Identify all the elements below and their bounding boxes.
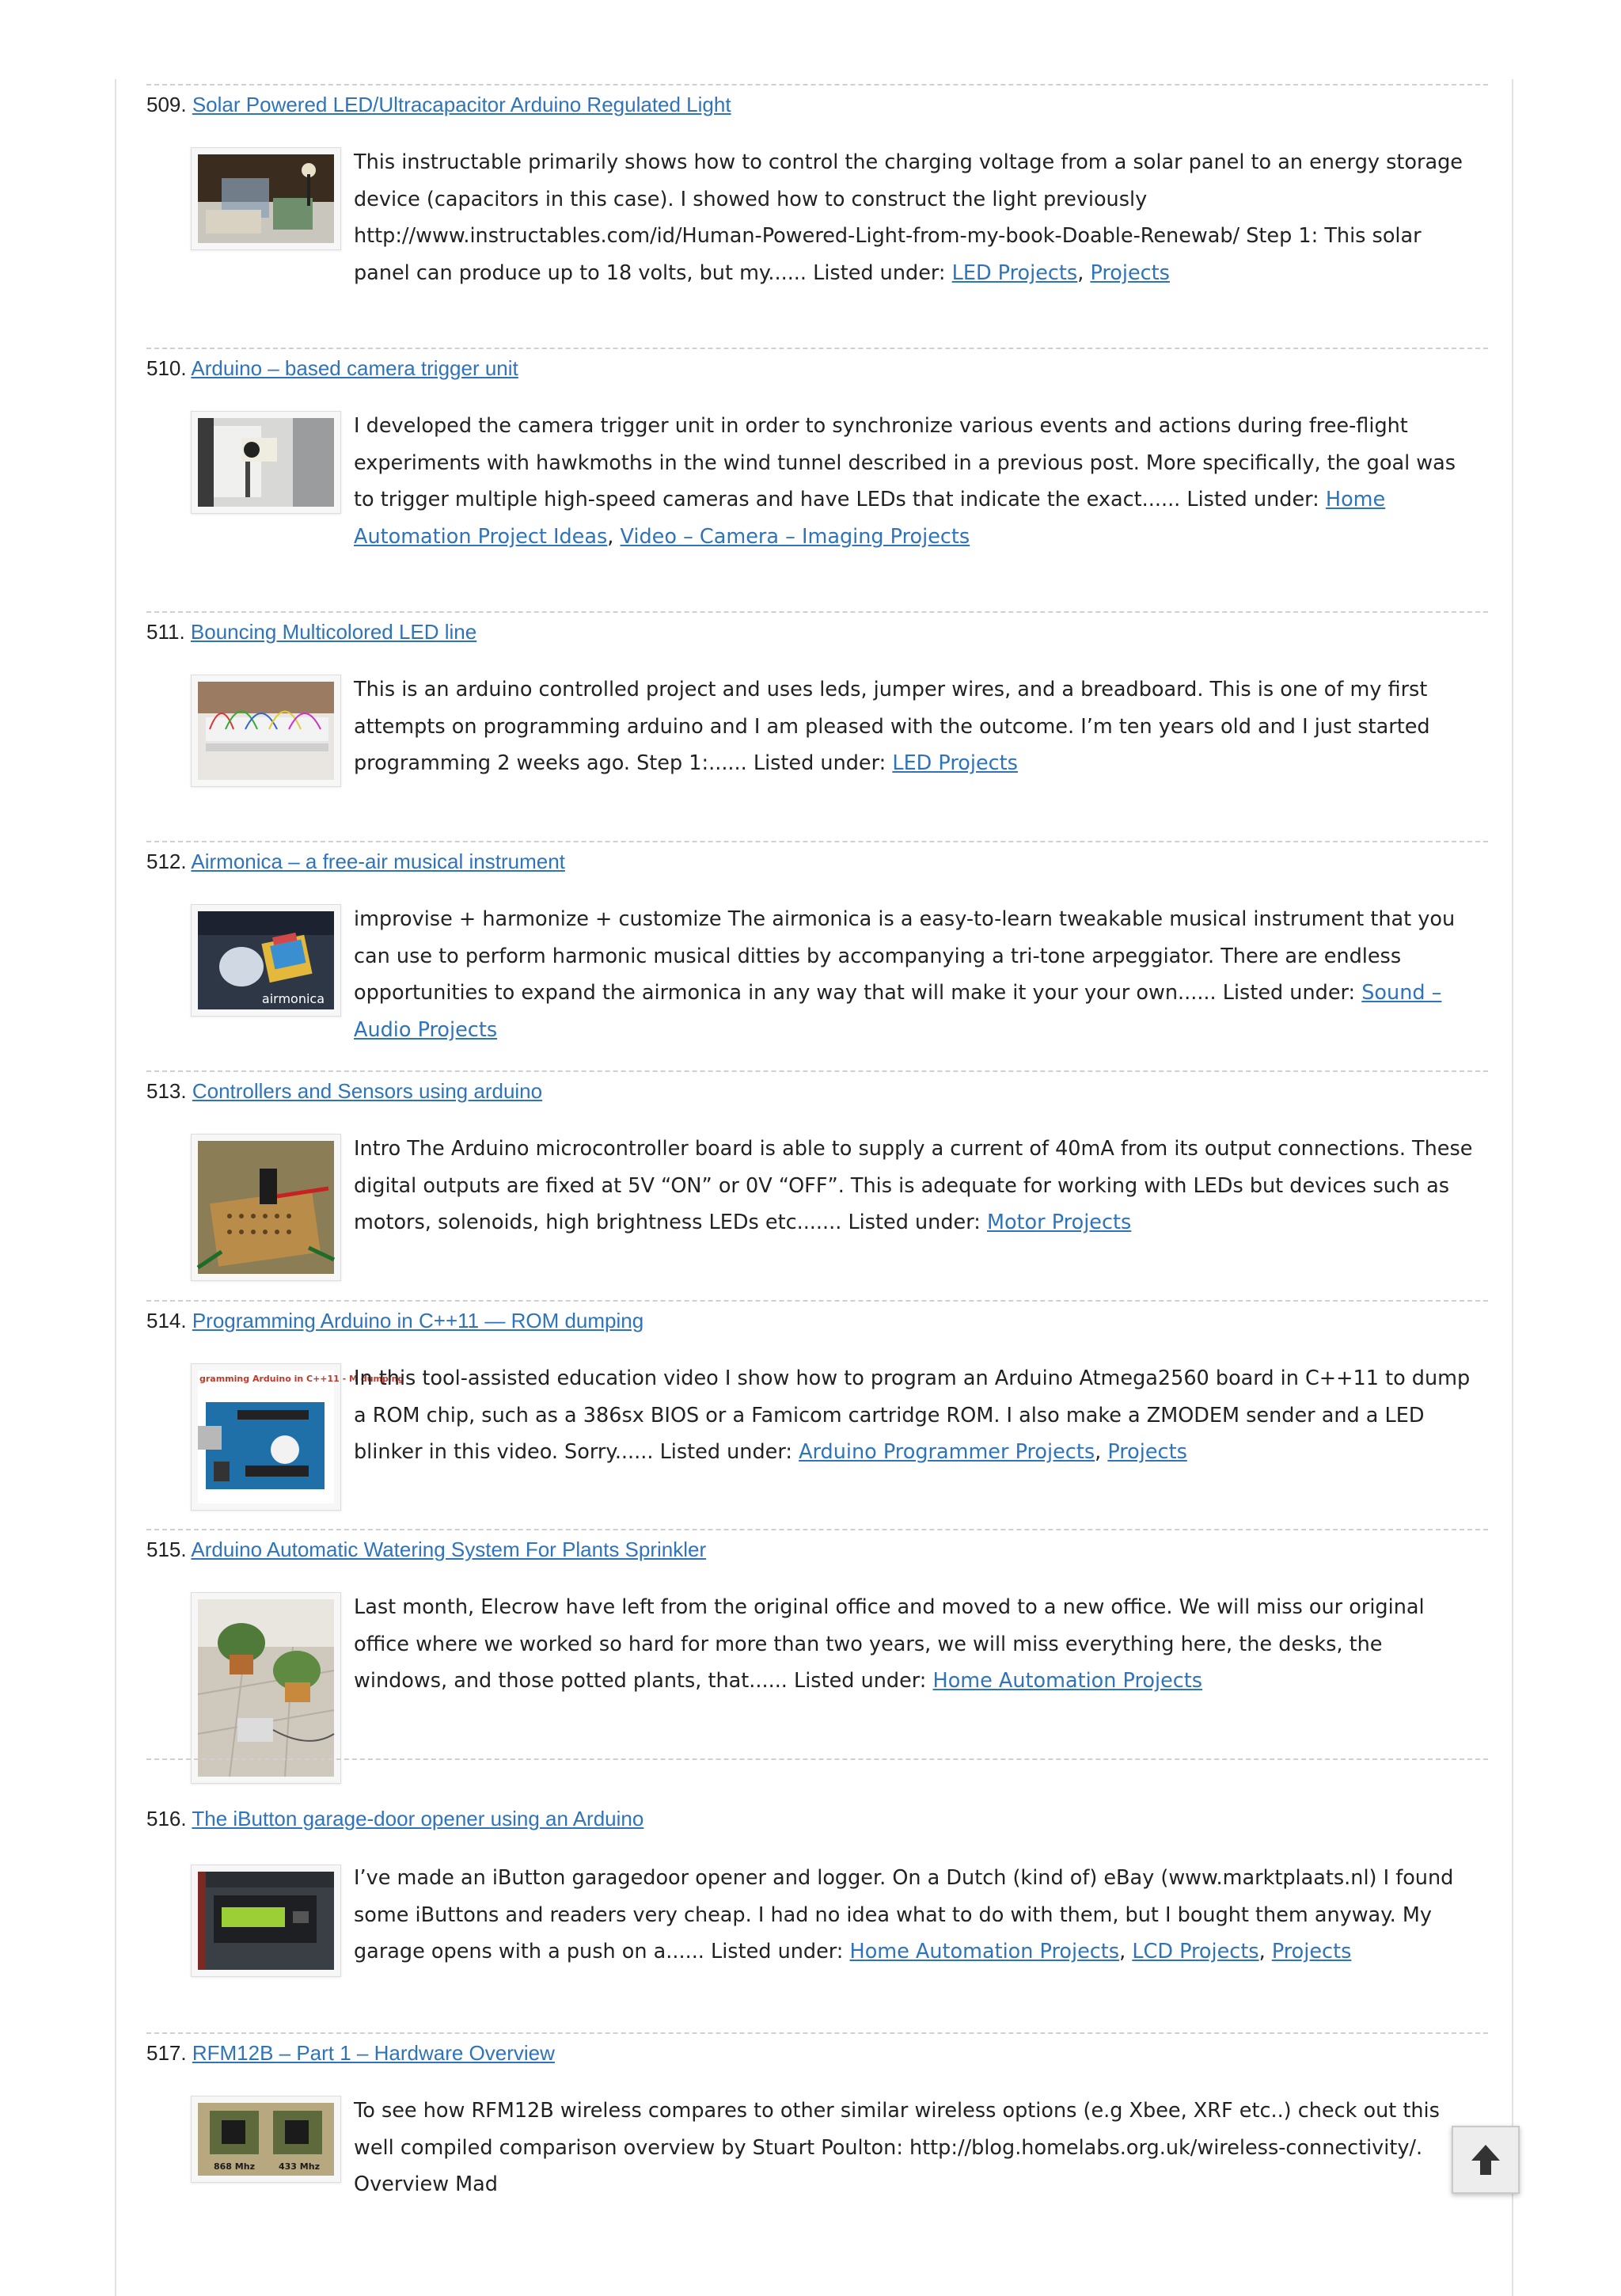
description-text: I developed the camera trigger unit in order to synchronize various events and actions during free-flight experiments with hawkmoths in the wind tunnel described in a previous post. More specifically, the goal was to trigger multiple high-speed cameras and have LEDs that indicate the exact...... [354,414,1456,511]
entry-description: I developed the camera trigger unit in order to synchronize various events and actions during free-flight experiments with hawkmoths in the wind tunnel described in a previous post. More specifically, the goal was to trigger multiple high-speed cameras and have LEDs that indicate the exact...... Listed under: Home Automation Project Ideas, Video – Camera – Imaging Projects [354,414,1456,549]
entry-thumbnail[interactable] [191,675,341,787]
category-link[interactable]: Projects [1090,260,1170,285]
entry-description: In this tool-assisted education video I show how to program an Arduino Atmega2560 board in C++11 to dump a ROM chip, such as a 386sx BIOS or a Famicom cartridge ROM. I also make a ZMODEM sender and a LED blinker in this video. Sorry...... Listed under: Arduino Programmer Projects, Projects [354,1367,1471,1464]
description-text: improvise + harmonize + customize The airmonica is a easy-to-learn tweakable musical instrument that you can use to perform harmonic musical ditties by accompanying a tri-tone arpeggiator. There are endless opportunities to expand the airmonica in any way that will make it your your own...... [354,907,1456,1005]
entry-title [146,1077,542,1105]
entry-title [146,1535,706,1564]
category-link[interactable]: LED Projects [951,260,1078,285]
back-to-top-button[interactable] [1452,2126,1520,2194]
entry-thumbnail[interactable] [191,1363,404,1511]
entry-title-link[interactable]: Controllers and Sensors using arduino [192,1079,543,1103]
listed-under-label: Listed under: [813,260,946,285]
category-link[interactable]: Home Automation Projects [932,1669,1203,1693]
list-item [146,84,1488,348]
list-item [146,1070,1488,1300]
entry-title-link[interactable]: Arduino – based camera trigger unit [191,356,518,380]
listed-under-label: Listed under: [1186,488,1319,511]
entry-number: 515. [146,1538,187,1561]
entry-description [354,671,1478,782]
category-link[interactable]: Projects [1107,1440,1187,1464]
arrow-up-icon [1470,2143,1501,2176]
entry-title [146,1306,643,1335]
thumbnail-image [198,1141,334,1274]
description-text: This is an arduino controlled project and uses leds, jumper wires, and a breadboard. This is one of my first attempts on programming arduino and I am pleased with the outcome. I’m ten years old and I just started programming 2 weeks ago. Step 1:...... [354,678,1430,775]
entry-number: 513. [146,1079,187,1103]
entry-number: 510. [146,356,187,380]
thumbnail-caption-left: 868 Mhz [214,2161,255,2172]
description-text: In this tool-assisted education video I show how to program an Arduino Atmega2560 board in C++11 to dump a ROM chip, such as a 386sx BIOS or a Famicom cartridge ROM. I also make a ZMODEM sender and a LED blinker in this video. Sorry...... [354,1367,1471,1464]
category-link[interactable]: LCD Projects [1132,1940,1259,1963]
entry-title [146,2039,555,2067]
description-text: Last month, Elecrow have left from the original office and moved to a new office. We will miss our original office where we worked so hard for more than two years, we will miss everything here, the desks, the windows, and those potted plants, that...... [354,1595,1425,1693]
thumbnail-image [198,418,334,507]
entry-thumbnail[interactable] [191,147,341,250]
thumbnail-image [198,911,334,1009]
entry-title-link[interactable]: Arduino Automatic Watering System For Plants Sprinkler [191,1538,707,1561]
list-item [146,1529,1488,1758]
entry-number: 514. [146,1309,187,1332]
entry-description [354,1131,1478,1241]
entry-title [146,354,518,382]
entry-title [146,618,476,646]
thumbnail-caption-right: 433 Mhz [279,2161,320,2172]
listed-under-label: Listed under: [753,751,886,775]
entry-title-link[interactable]: Bouncing Multicolored LED line [190,620,477,644]
thumbnail-image [198,1872,334,1970]
listed-under-label: Listed under: [848,1211,981,1234]
entry-thumbnail[interactable] [191,1592,341,1784]
entry-thumbnail[interactable] [191,1865,341,1977]
entry-title-link[interactable]: RFM12B – Part 1 – Hardware Overview [192,2041,555,2065]
category-link[interactable]: Motor Projects [986,1211,1132,1234]
entry-description: This instructable primarily shows how to control the charging voltage from a solar panel to an energy storage device (capacitors in this case). I showed how to construct the light previously http://www.instructables.com/id/Human-Powered-Light-from-my-book-Doable-Renewab/ Step 1: This solar panel can produce up to 18 volts, but my...... Listed under: LED Projects, Projects [354,150,1463,285]
description-text: Intro The Arduino microcontroller board is able to supply a current of 40mA from its output connections. These digital outputs are fixed at 5V “ON” or 0V “OFF”. This is adequate for working with LEDs but devices such as motors, solenoids, high brightness LEDs etc....... [354,1137,1473,1234]
entry-title-link[interactable]: Airmonica – a free-air musical instrument [191,850,565,873]
category-link[interactable]: Sound – Audio Projects [354,981,1442,1042]
entry-title-link[interactable]: Programming Arduino in C++11 — ROM dumping [192,1309,644,1332]
thumbnail-image [198,2103,334,2176]
entry-thumbnail[interactable] [191,1134,341,1281]
listed-under-label: Listed under: [659,1440,792,1464]
thumbnail-image [198,1599,334,1777]
category-link[interactable]: LED Projects [892,751,1018,775]
description-text: This instructable primarily shows how to control the charging voltage from a solar panel to an energy storage device (capacitors in this case). I showed how to construct the light previously http://www.instructables.com/id/Human-Powered-Light-from-my-book-Doable-Renewab/ Step 1: This solar panel can produce up to 18 volts, but my...... [354,150,1463,285]
entry-number: 512. [146,850,187,873]
listed-under-label: Listed under: [1222,981,1356,1005]
entry-number: 517. [146,2041,187,2065]
listed-under-label: Listed under: [794,1669,927,1693]
entry-title-link[interactable]: The iButton garage-door opener using an Arduino [192,1807,644,1830]
category-link[interactable]: Arduino Programmer Projects [799,1440,1095,1464]
entry-number: 516. [146,1807,187,1830]
list-item [146,841,1488,1070]
entry-description [354,2093,1462,2203]
thumbnail-caption: gramming Arduino in C++11 - M dumping [199,1374,404,1384]
entry-title [146,90,731,119]
list-item [146,2032,1488,2224]
thumbnail-image [198,154,334,243]
thumbnail-caption: airmonica [261,991,325,1006]
entry-title [146,1804,643,1833]
entry-thumbnail[interactable] [191,411,341,514]
category-link[interactable]: Home Automation Project Ideas [354,488,1386,549]
thumbnail-image [198,1370,404,1503]
description-text: To see how RFM12B wireless compares to other similar wireless options (e.g Xbee, XRF etc..) check out this well compiled comparison overview by Stuart Poulton: http://blog.homelabs.org.uk/wireless-connectivity/. Overview Mad [354,2099,1440,2196]
entry-thumbnail[interactable] [191,2096,341,2183]
category-link[interactable]: Projects [1271,1940,1352,1963]
entry-description [354,901,1478,1048]
entry-description [354,1589,1478,1700]
list-item [146,348,1488,611]
entry-number: 511. [146,620,185,644]
list-item [146,611,1488,841]
description-text: I’ve made an iButton garagedoor opener and logger. On a Dutch (kind of) eBay (www.marktplaats.nl) I found some iButtons and readers very cheap. I had no idea what to do with them, but I bought them anyway. My garage opens with a push on a...... [354,1866,1454,1963]
entry-number: 509. [146,93,187,116]
category-link[interactable]: Video – Camera – Imaging Projects [620,524,970,549]
list-item [146,1300,1488,1529]
category-link[interactable]: Home Automation Projects [849,1940,1120,1963]
entry-title [146,847,565,876]
entry-title-link[interactable]: Solar Powered LED/Ultracapacitor Arduino Regulated Light [192,93,731,116]
entry-thumbnail[interactable] [191,904,341,1017]
project-list [146,84,1488,2224]
thumbnail-image [198,682,334,780]
listed-under-label: Listed under: [711,1940,844,1963]
list-item [146,1758,1488,2032]
entry-description: I’ve made an iButton garagedoor opener and logger. On a Dutch (kind of) eBay (www.marktplaats.nl) I found some iButtons and readers very cheap. I had no idea what to do with them, but I bought them anyway. My garage opens with a push on a...... Listed under: Home Automation Projects, LCD Projects, Projects [354,1866,1454,1963]
